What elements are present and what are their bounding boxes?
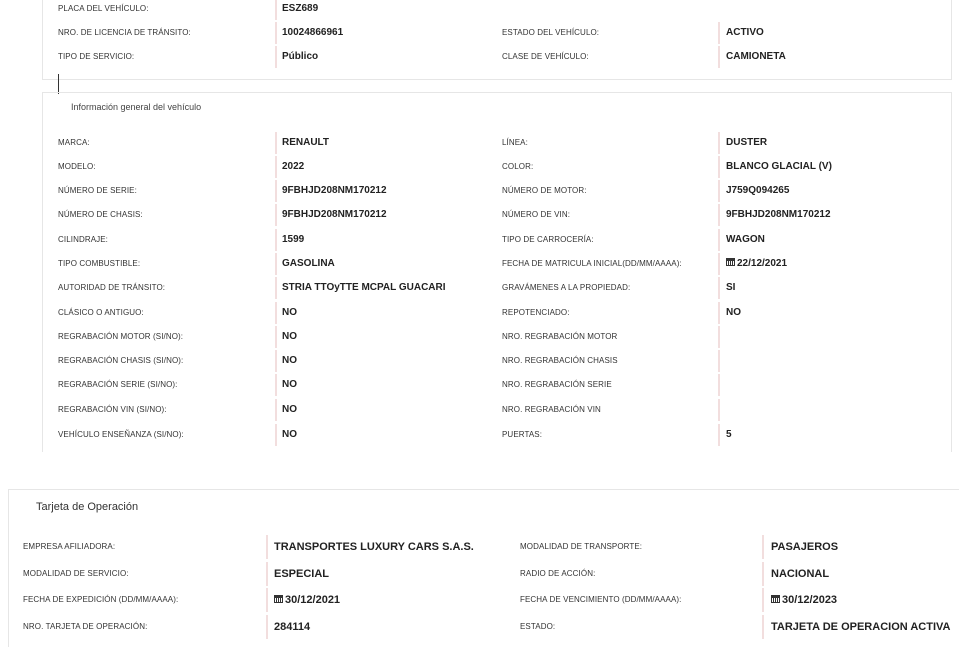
calendar-icon: [771, 595, 780, 603]
field-value: 10024866961: [275, 22, 343, 44]
field-label: MODELO:: [58, 162, 96, 171]
field-value: ESPECIAL: [266, 562, 329, 586]
field-value: 284114: [266, 615, 310, 639]
info-row: [43, 253, 951, 275]
field-label: NÚMERO DE CHASIS:: [58, 210, 143, 219]
field-label: TIPO COMBUSTIBLE:: [58, 259, 141, 268]
field-label: NÚMERO DE MOTOR:: [502, 186, 587, 195]
field-label: NRO. REGRABACIÓN SERIE: [502, 380, 612, 389]
field-value: NO: [275, 326, 297, 348]
field-label: AUTORIDAD DE TRÁNSITO:: [58, 283, 166, 292]
panel-title: Información general del vehículo: [71, 102, 202, 112]
field-value: PASAJEROS: [762, 535, 838, 559]
field-label: NÚMERO DE SERIE:: [58, 186, 137, 195]
field-label: FECHA DE EXPEDICIÓN (DD/MM/AAAA):: [23, 595, 179, 604]
field-value: DUSTER: [718, 132, 767, 154]
field-value: STRIA TTOyTTE MCPAL GUACARI: [275, 277, 446, 299]
field-label: REGRABACIÓN CHASIS (SI/NO):: [58, 356, 184, 365]
field-value: [718, 350, 726, 372]
field-value: 9FBHJD208NM170212: [275, 180, 387, 202]
info-row: [9, 588, 959, 612]
field-label: MODALIDAD DE TRANSPORTE:: [520, 542, 643, 551]
info-row: [43, 180, 951, 202]
field-label: LÍNEA:: [502, 138, 528, 147]
info-row: [43, 156, 951, 178]
info-row: [43, 277, 951, 299]
info-row: [43, 229, 951, 251]
field-value: NACIONAL: [762, 562, 829, 586]
field-label: CLASE DE VEHÍCULO:: [502, 52, 589, 61]
field-value: ESZ689: [275, 0, 318, 20]
date-value: 22/12/2021: [737, 258, 788, 269]
info-row: [43, 399, 951, 421]
field-value: [718, 399, 726, 421]
date-value: 30/12/2023: [782, 594, 838, 606]
field-label: NRO. DE LICENCIA DE TRÁNSITO:: [58, 28, 191, 37]
date-value: 30/12/2021: [285, 594, 341, 606]
field-label: PUERTAS:: [502, 430, 543, 439]
field-label: ESTADO:: [520, 622, 556, 631]
info-row: [43, 326, 951, 348]
field-label: RADIO DE ACCIÓN:: [520, 569, 596, 578]
info-row: [43, 424, 951, 446]
field-value: [718, 326, 726, 348]
field-value: 9FBHJD208NM170212: [275, 204, 387, 226]
field-label: REGRABACIÓN VIN (SI/NO):: [58, 405, 167, 414]
info-row: [43, 302, 951, 324]
calendar-icon: [274, 595, 283, 603]
field-value: WAGON: [718, 229, 765, 251]
field-label: MODALIDAD DE SERVICIO:: [23, 569, 129, 578]
field-value: NO: [718, 302, 741, 324]
field-label: FECHA DE VENCIMIENTO (DD/MM/AAAA):: [520, 595, 682, 604]
panel-title: Tarjeta de Operación: [36, 501, 139, 513]
calendar-icon: [726, 258, 735, 266]
field-label: MARCA:: [58, 138, 90, 147]
info-row: [43, 132, 951, 154]
general-info-panel: [42, 92, 952, 452]
text-cursor: [58, 74, 59, 94]
field-value: TRANSPORTES LUXURY CARS S.A.S.: [266, 535, 474, 559]
field-value: ACTIVO: [718, 22, 764, 44]
field-value: Público: [275, 46, 318, 68]
field-label: CILINDRAJE:: [58, 235, 108, 244]
field-value: [718, 253, 787, 275]
info-row: [9, 535, 959, 559]
field-label: NRO. REGRABACIÓN MOTOR: [502, 332, 618, 341]
field-label: REGRABACIÓN MOTOR (SI/NO):: [58, 332, 184, 341]
field-value: NO: [275, 302, 297, 324]
field-value: 2022: [275, 156, 304, 178]
field-label: NRO. REGRABACIÓN VIN: [502, 405, 601, 414]
field-label: REPOTENCIADO:: [502, 308, 570, 317]
field-label: VEHÍCULO ENSEÑANZA (SI/NO):: [58, 430, 184, 439]
info-row: [43, 374, 951, 396]
field-label: CLÁSICO O ANTIGUO:: [58, 308, 144, 317]
field-label: PLACA DEL VEHÍCULO:: [58, 4, 149, 13]
field-value: 9FBHJD208NM170212: [718, 204, 831, 226]
info-row: [9, 562, 959, 586]
field-label: NRO. TARJETA DE OPERACIÓN:: [23, 622, 148, 631]
field-label: EMPRESA AFILIADORA:: [23, 542, 116, 551]
field-value: [266, 588, 340, 612]
field-value: [718, 374, 726, 396]
field-value: BLANCO GLACIAL (V): [718, 156, 832, 178]
field-value: CAMIONETA: [718, 46, 786, 68]
field-value: [762, 588, 837, 612]
field-label: FECHA DE MATRICULA INICIAL(DD/MM/AAAA):: [502, 259, 682, 268]
field-value: NO: [275, 399, 297, 421]
field-value: NO: [275, 374, 297, 396]
info-row: [9, 615, 959, 639]
field-label: TIPO DE CARROCERÍA:: [502, 235, 594, 244]
field-value: 5: [718, 424, 732, 446]
field-value: NO: [275, 424, 297, 446]
field-label: TIPO DE SERVICIO:: [58, 52, 135, 61]
info-row: [43, 22, 951, 44]
field-value: RENAULT: [275, 132, 329, 154]
field-value: J759Q094265: [718, 180, 789, 202]
field-value: GASOLINA: [275, 253, 335, 275]
field-value: SI: [718, 277, 735, 299]
info-row: [43, 0, 951, 20]
info-row: [43, 46, 951, 68]
info-row: [43, 350, 951, 372]
field-label: COLOR:: [502, 162, 534, 171]
operation-card-panel: [8, 489, 959, 647]
field-value: 1599: [275, 229, 304, 251]
field-label: ESTADO DEL VEHÍCULO:: [502, 28, 600, 37]
field-value: NO: [275, 350, 297, 372]
field-label: GRAVÁMENES A LA PROPIEDAD:: [502, 283, 631, 292]
field-label: NÚMERO DE VIN:: [502, 210, 571, 219]
field-label: REGRABACIÓN SERIE (SI/NO):: [58, 380, 178, 389]
field-label: NRO. REGRABACIÓN CHASIS: [502, 356, 618, 365]
field-value: TARJETA DE OPERACION ACTIVA: [762, 615, 950, 639]
info-row: [43, 204, 951, 226]
vehicle-registration-panel: [42, 0, 952, 80]
